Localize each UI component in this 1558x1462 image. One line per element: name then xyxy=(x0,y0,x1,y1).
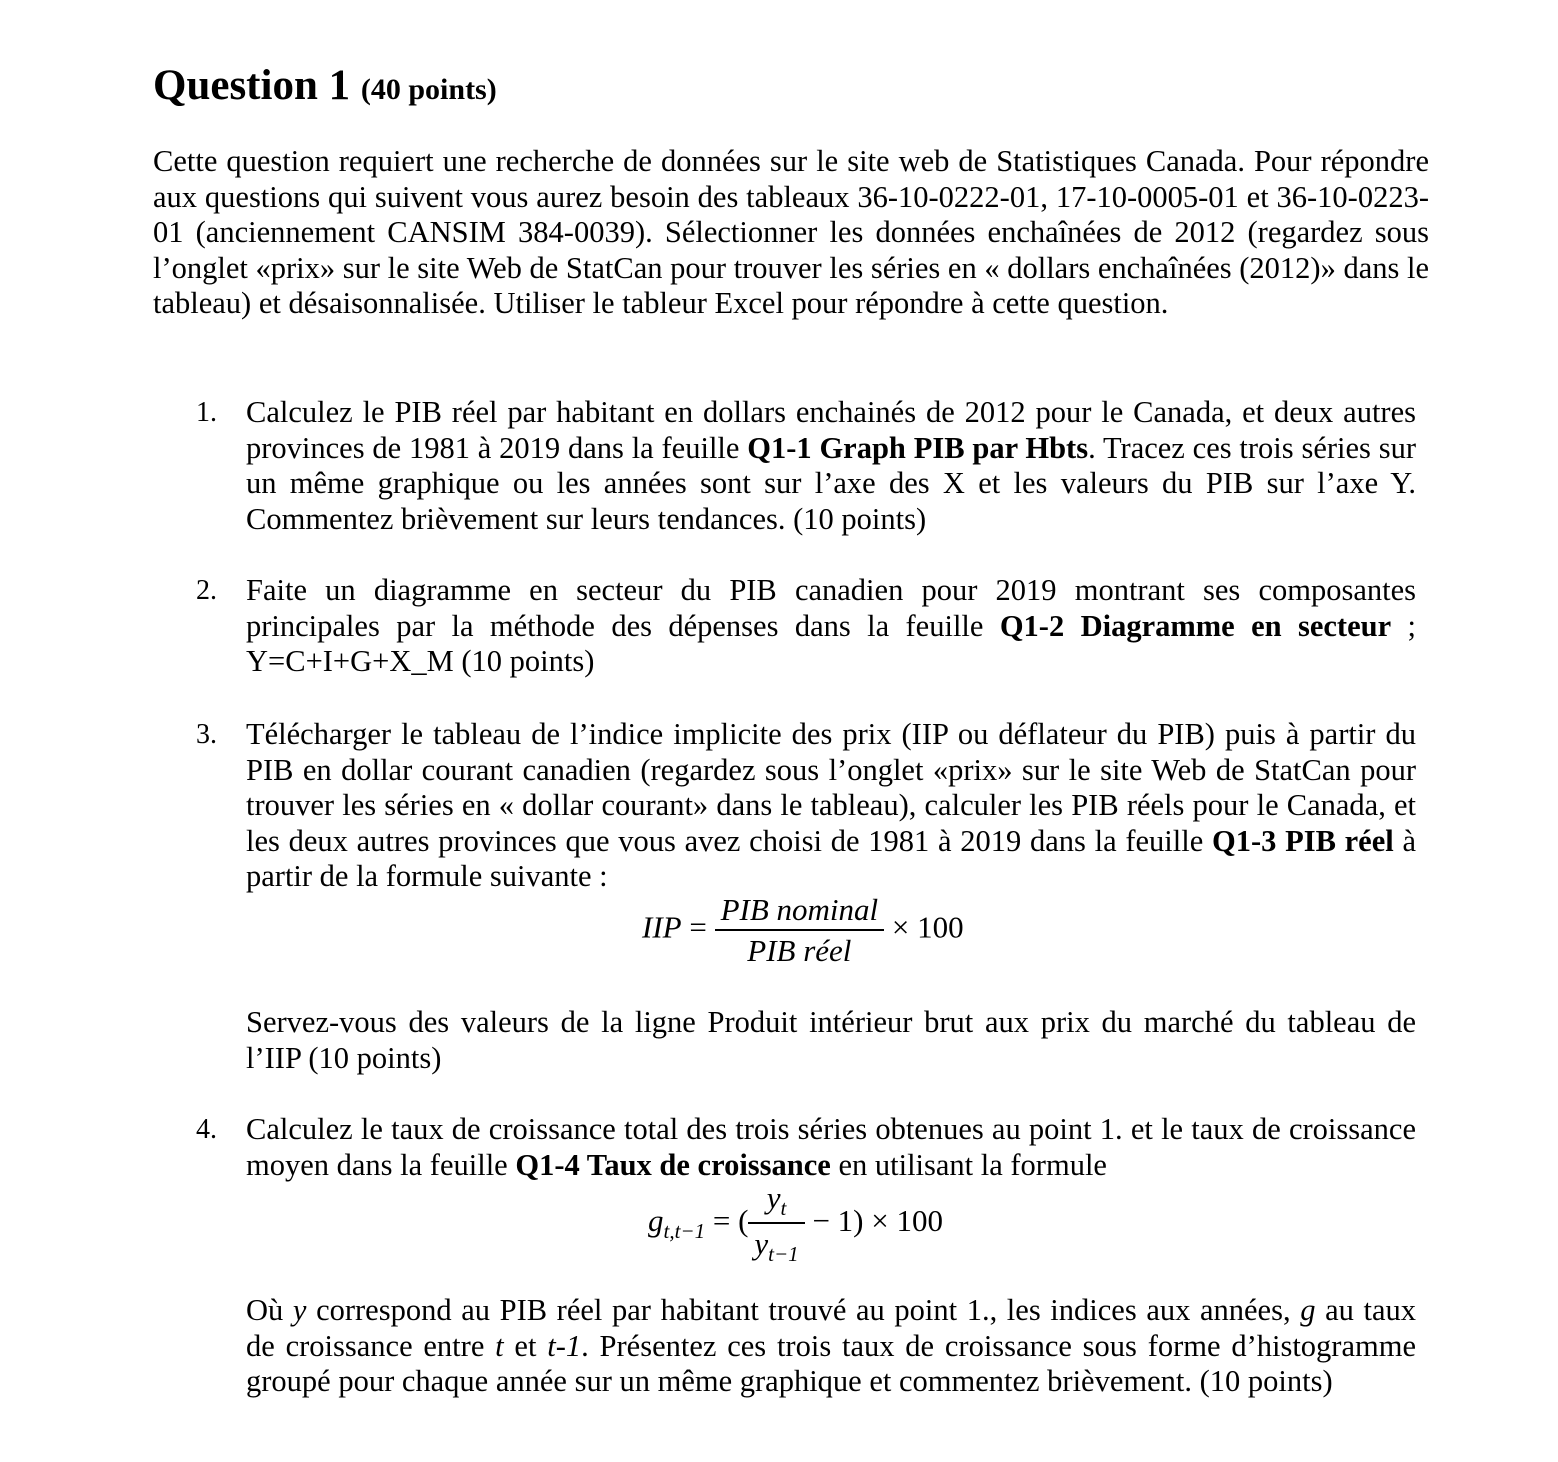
item-text: Faite un diagramme en secteur du PIB canadien pour 2019 montrant ses composantes principales par la méthode des dépenses dans la feuille Q1-2 Diagramme en secteur ; Y=C+I+G+X_M (10 points) xyxy=(246,573,1416,678)
question-title: Question 1 xyxy=(153,62,351,109)
item-number: 2. xyxy=(196,575,217,606)
sheet-name: Q1-4 Taux de croissance xyxy=(515,1147,831,1182)
iip-note: Servez-vous des valeurs de la ligne Produit intérieur brut aux prix du marché du tableau de l’IIP (10 points) xyxy=(246,1005,1416,1075)
item-text: Calculez le taux de croissance total des trois séries obtenues au point 1. et le taux de croissance moyen dans la feuille Q1-4 Taux de croissance en utilisant la formule xyxy=(246,1112,1416,1182)
question-points: (40 points) xyxy=(360,73,497,106)
sheet-name: Q1-2 Diagramme en secteur xyxy=(999,608,1392,643)
question-heading xyxy=(153,60,497,116)
item-number: 1. xyxy=(196,397,217,428)
item-number: 3. xyxy=(196,719,217,750)
sheet-name: Q1-1 Graph PIB par Hbts xyxy=(747,430,1089,465)
intro-paragraph: Cette question requiert une recherche de données sur le site web de Statistiques Canada. Pour répondre aux questions qui suivent vous aurez besoin des tableaux 36-10-0222-01, 17-10-0005-01 et 36-10-0223-01 (anciennement CANSIM 384-0039). Sélectionner les données enchaînées de 2012 (regardez sous l’onglet «prix» sur le site Web de StatCan pour trouver les séries en « dollars enchaînées (2012)» dans le tableau) et désaisonnalisée. Utiliser le tableur Excel pour répondre à cette question. xyxy=(153,144,1429,320)
sheet-name: Q1-3 PIB réel xyxy=(1211,823,1394,858)
growth-note: Où y correspond au PIB réel par habitant trouvé au point 1., les indices aux années, g au taux de croissance entre t et t-1. Présentez ces trois taux de croissance sous forme d’histogramme groupé pour chaque année sur un même graphique et commentez brièvement. (10 points) xyxy=(246,1293,1416,1398)
item-text: Télécharger le tableau de l’indice implicite des prix (IIP ou déflateur du PIB) puis à partir du PIB en dollar courant canadien (regardez sous l’onglet «prix» sur le site Web de StatCan pour trouver les séries en « dollar courant» dans le tableau), calculer les PIB réels pour le Canada, et les deux autres provinces que vous avez choisi de 1981 à 2019 dans la feuille Q1-3 PIB réel à partir de la formule suivante : xyxy=(246,717,1416,893)
item-text: Calculez le PIB réel par habitant en dollars enchainés de 2012 pour le Canada, et deux autres provinces de 1981 à 2019 dans la feuille Q1-1 Graph PIB par Hbts. Tracez ces trois séries sur un même graphique ou les années sont sur l’axe des X et les valeurs du PIB sur l’axe Y. Commentez brièvement sur leurs tendances. (10 points) xyxy=(246,395,1416,536)
item-number: 4. xyxy=(196,1114,217,1145)
formula-iip: IIP = $\frac{\text{PIB nominal}}{\text{PIB réel}}$ × 100 xyxy=(642,892,964,968)
formula-growth: $g_{t,t-1}$ = ( $\frac{y_t}{y_{t-1}}$ − 1) × 100 xyxy=(648,1180,943,1267)
